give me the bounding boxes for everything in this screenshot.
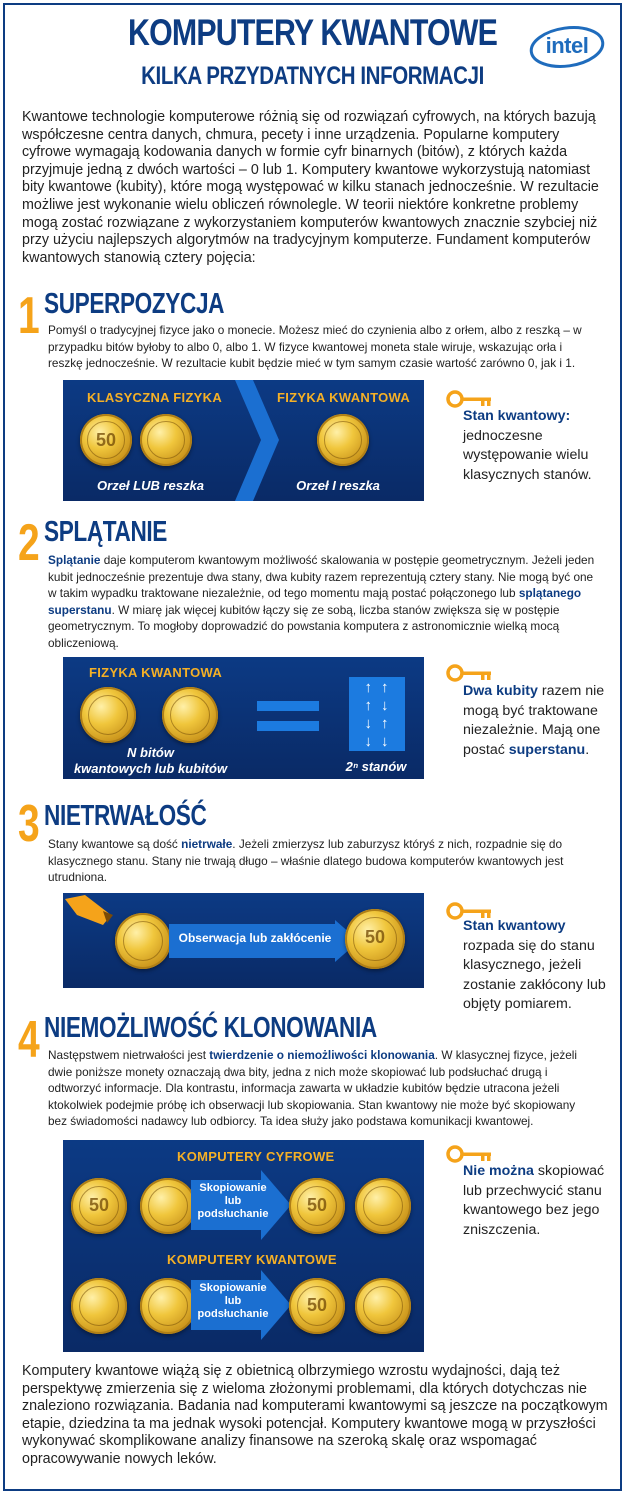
section-3-number: 3	[18, 795, 40, 853]
copy-label: Skopiowanie lub podsłuchanie	[197, 1182, 269, 1220]
section-4-note: Nie można skopiować lub przechwycić stanu kwantowego bez jego zniszczenia.	[463, 1163, 605, 1238]
section-2-body: Splątanie daje komputerom kwantowym możliwość skalowania w postępie geometrycznym. Jeżeli jeden kubit jednocześnie prezentuje dwa stany, dwa kubity razem reprezentują cztery stany. Nie mogą być one w takim wypadku traktowane niezależnie, od tego momentu mają postać połączonego lub splątanego superstanu. W miarę jak więcej kubitów łączy się ze sobą, liczba stanów zwiększa się w postępie geometrycznym. To mogłoby doprowadzić do powstania komputera z astronomicznie wielką mocą obliczeniową.	[48, 553, 595, 650]
superposition-panel	[63, 380, 424, 501]
quantum-computers-label: KOMPUTERY KWANTOWE	[167, 1252, 337, 1267]
section-3-body: Stany kwantowe są dość nietrwałe. Jeżeli zmierzysz lub zaburzysz któryś z nich, rozpadnie się do klasycznego stanu. Stany nie trwają długo – właśnie dlatego budowa komputerów kwantowych jest utrudniona.	[48, 837, 564, 885]
quantum-caption: Orzeł I reszka	[296, 478, 380, 493]
qubits-caption: N bitów kwantowych lub kubitów	[73, 745, 228, 776]
intel-logo: intel	[528, 25, 606, 71]
coin-icon	[162, 687, 218, 743]
section-2-title: SPLĄTANIE	[44, 516, 168, 548]
entanglement-panel	[63, 657, 424, 779]
equals-sign	[257, 721, 319, 731]
spinning-coin-icon	[140, 1278, 196, 1334]
states-caption: 2ⁿ stanów	[345, 759, 407, 774]
coin-icon	[80, 687, 136, 743]
digital-computers-label: KOMPUTERY CYFROWE	[177, 1149, 335, 1164]
section-3-title: NIETRWAŁOŚĆ	[44, 800, 207, 832]
quantum-physics-label: FIZYKA KWANTOWA	[277, 390, 411, 405]
section-2-note: Dwa kubity razem nie mogą być traktowane niezależnie. Mają one postać superstanu.	[463, 683, 605, 758]
section-4-title: NIEMOŻLIWOŚĆ KLONOWANIA	[44, 1012, 377, 1044]
coin-icon	[140, 414, 192, 466]
coin-icon: 50	[345, 909, 405, 969]
section-4-number: 4	[18, 1011, 40, 1069]
section-4-body: Następstwem nietrwałości jest twierdzenie o niemożliwości klonowania. W klasycznej fizyce, jeżeli dwie poniższe monety oznaczają dwa bity, jedna z nich może skopiować lub podsłuchać drugą i odtworzyć informacje. Dla kontrastu, informacja zawarta w układzie kubitów będzie utracona jeżeli ktokolwiek podejmie próbę ich obserwacji lub skopiowania. Stan kwantowy nie może być skopiowany bez świadomości nadawcy lub odbiorcy. Ta idea służy jako podstawa komunikacji kwantowej.	[48, 1048, 578, 1129]
section-1-title: SUPERPOZYCJA	[44, 288, 225, 320]
section-1-number: 1	[18, 287, 40, 345]
coin-icon: 50	[289, 1178, 345, 1234]
intro-paragraph: Kwantowe technologie komputerowe różnią się od rozwiązań cyfrowych, na których bazują współczesne centra danych, chmura, pecety i inne urządzenia. Popularne komputery cyfrowe wymagają kodowania danych w formie cyfr binarnych (bitów), z których każda przyjmuje jedną z dwóch wartości – 0 lub 1. Komputery kwantowe wykorzystują natomiast bity kwantowe (kubity), które mogą występować w kilku stanach jednocześnie. W rezultacie możliwe jest wykonanie wielu obliczeń równolegle. W teorii niektóre konkretne problemy mogą zostać rozwiązane z wykorzystaniem komputerów kwantowych znacznie szybciej niż przy użyciu najlepszych algorytmów na tradycyjnym komputerze. Fundament komputerów kwantowych stanowią cztery pojęcia:	[22, 109, 599, 266]
closing-paragraph: Komputery kwantowe wiążą się z obietnicą olbrzymiego wzrostu wydajności, dają też perspektywę zmierzenia się z wieloma złożonymi problemami, dla których dotychczas nie znaleziono rozwiązania. Badania nad komputerami kwantowymi są jeszcze na początkowym etapie, dziedzina ta ma jednak wysoki potencjał. Komputery kwantowe mogą w przyszłości wykonywać skomplikowane analizy finansowe na szeroką skalę oraz wspomagać opracowywanie nowych leków.	[22, 1363, 608, 1467]
quantum-physics-label: FIZYKA KWANTOWA	[89, 665, 223, 680]
coin-icon: 50	[80, 414, 132, 466]
pointing-hand-icon	[63, 893, 123, 933]
coin-icon: 50	[289, 1278, 345, 1334]
section-1-note: Stan kwantowy: jednoczesne występowanie wielu klasycznych stanów.	[463, 408, 592, 483]
page-subtitle: KILKA PRZYDATNYCH INFORMACJI	[141, 62, 484, 90]
spinning-coin-icon	[115, 913, 171, 969]
decoherence-panel	[63, 893, 424, 988]
key-icon	[445, 662, 493, 684]
qubit-states-grid: ↑↑↑↓↓↑↓↓	[349, 677, 405, 751]
observation-label: Obserwacja lub zakłócenie	[178, 931, 332, 945]
no-cloning-panel	[63, 1140, 424, 1352]
coin-icon	[140, 1178, 196, 1234]
spinning-coin-icon	[317, 414, 369, 466]
equals-sign	[257, 701, 319, 711]
section-3-note: Stan kwantowy rozpada się do stanu klasycznego, jeżeli zostanie zakłócony lub objęty pomiarem.	[463, 918, 606, 1012]
section-1-body: Pomyśl o tradycyjnej fizyce jako o monecie. Możesz mieć do czynienia albo z orłem, albo z reszką – w przypadku bitów byłoby to albo 0, albo 1. W fizyce kwantowej moneta stale wiruje, wskazując orła i reszkę jednocześnie. W rezultacie kubit będzie mieć w tym samym czasie wartość zarówno 0, jak i 1.	[48, 323, 582, 371]
coin-icon: 50	[71, 1178, 127, 1234]
spinning-coin-icon	[355, 1278, 411, 1334]
spinning-coin-icon	[71, 1278, 127, 1334]
section-2-number: 2	[18, 514, 40, 572]
classic-physics-label: KLASYCZNA FIZYKA	[87, 390, 223, 405]
copy-label: Skopiowanie lub podsłuchanie	[197, 1282, 269, 1320]
classic-caption: Orzeł LUB reszka	[97, 478, 204, 493]
page-title: KOMPUTERY KWANTOWE	[128, 12, 497, 53]
coin-icon	[355, 1178, 411, 1234]
